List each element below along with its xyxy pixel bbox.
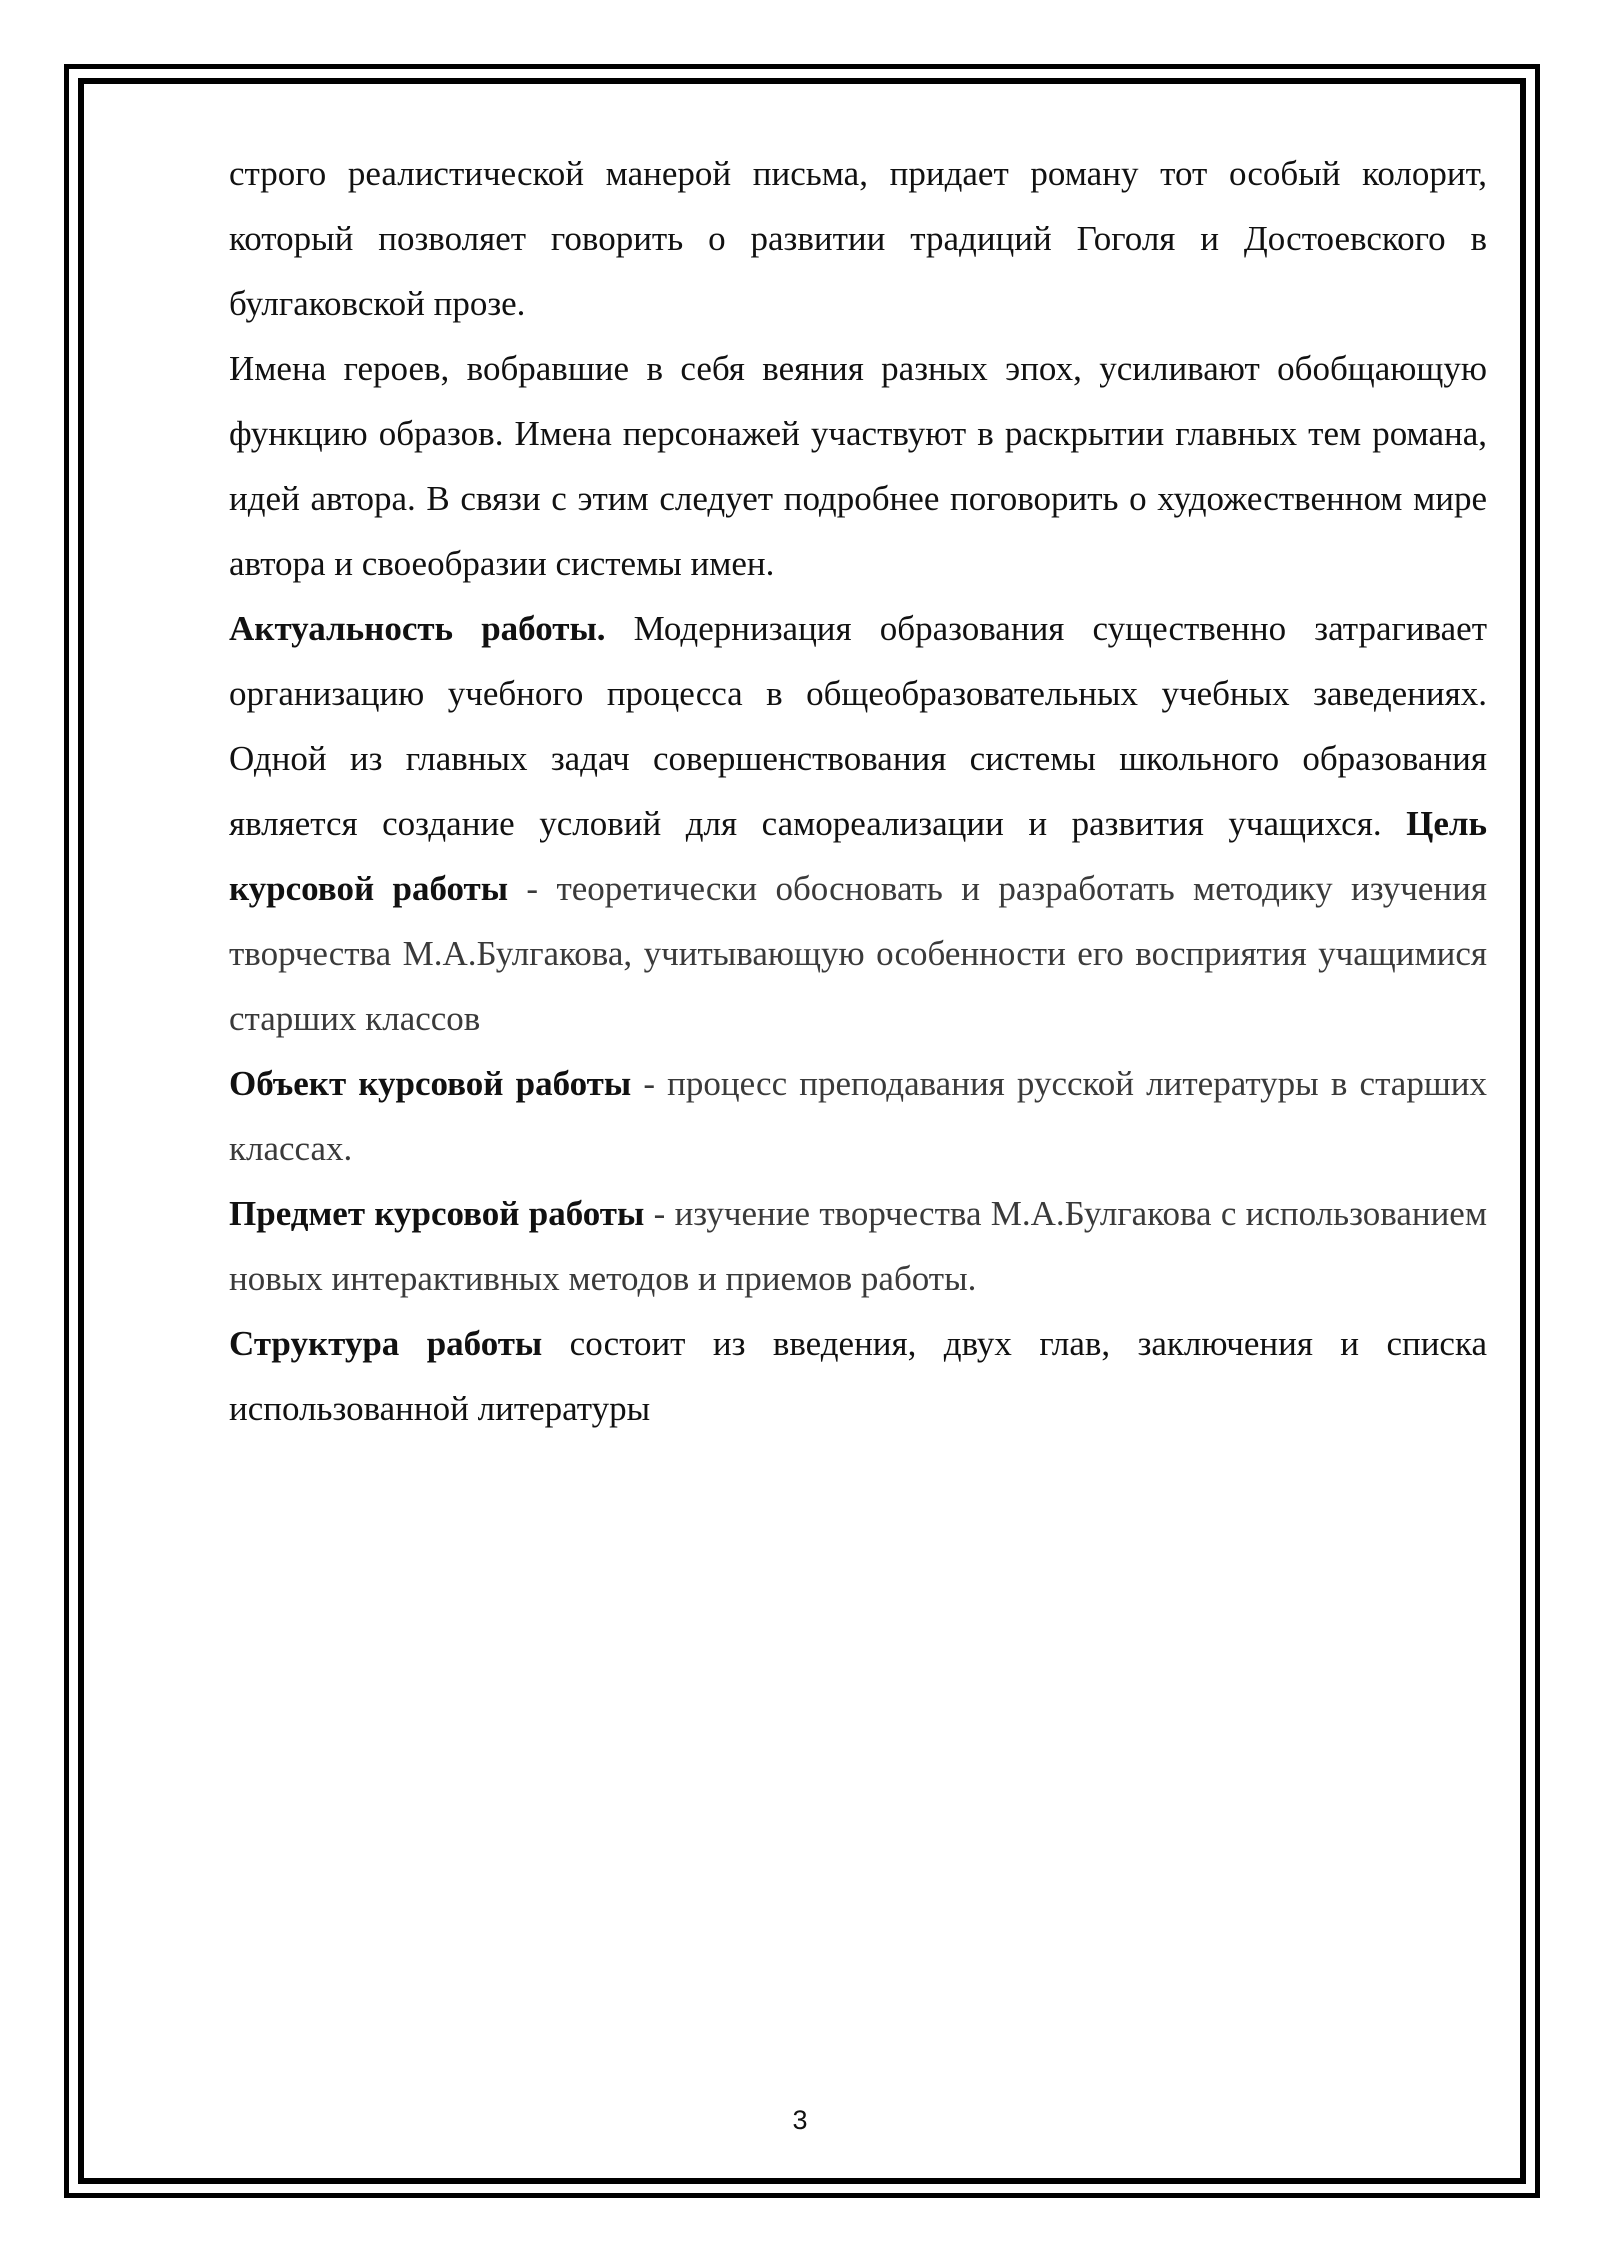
- document-body: [229, 141, 1487, 1441]
- paragraph-relevance: [229, 596, 1487, 1051]
- structure-text: состоит из введения, двух глав, заключения и списка использованной литературы: [229, 1324, 1487, 1428]
- paragraph-text: Имена героев, вобравшие в себя веяния разных эпох, усиливают обобщающую функцию образов. Имена персонажей участвуют в раскрытии главных тем романа, идей автора. В связи с этим следует подробнее поговорить о художественном мире автора и своеобразии системы имен.: [229, 349, 1487, 583]
- paragraph-subject: [229, 1181, 1487, 1311]
- paragraph-object: [229, 1051, 1487, 1181]
- subject-label: Предмет курсовой работы: [229, 1194, 645, 1233]
- paragraph-structure: [229, 1311, 1487, 1441]
- paragraph-text: строго реалистической манерой письма, придает роману тот особый колорит, который позволяет говорить о развитии традиций Гоголя и Достоевского в булгаковской прозе.: [229, 154, 1487, 323]
- structure-label: Структура работы: [229, 1324, 543, 1363]
- paragraph-names: [229, 336, 1487, 596]
- page-number: 3: [792, 2105, 808, 2135]
- object-label: Объект курсовой работы: [229, 1064, 632, 1103]
- relevance-text: Модернизация образования существенно затрагивает организацию учебного процесса в общеобразовательных учебных заведениях. Одной из главных задач совершенствования системы школьного образования является создание условий для самореализации и развития учащихся.: [229, 609, 1487, 843]
- goal-label: Цель курсовой работы: [229, 804, 1487, 908]
- relevance-label: Актуальность работы.: [229, 609, 606, 648]
- paragraph-intro-continuation: [229, 141, 1487, 336]
- subject-text: - изучение творчества М.А.Булгакова с использованием новых интерактивных методов и приемов работы.: [229, 1194, 1487, 1298]
- object-text: - процесс преподавания русской литературы в старших классах.: [229, 1064, 1488, 1168]
- goal-text: - теоретически обосновать и разработать методику изучения творчества М.А.Булгакова, учитывающую особенности его восприятия учащимися старших классов: [229, 869, 1487, 1038]
